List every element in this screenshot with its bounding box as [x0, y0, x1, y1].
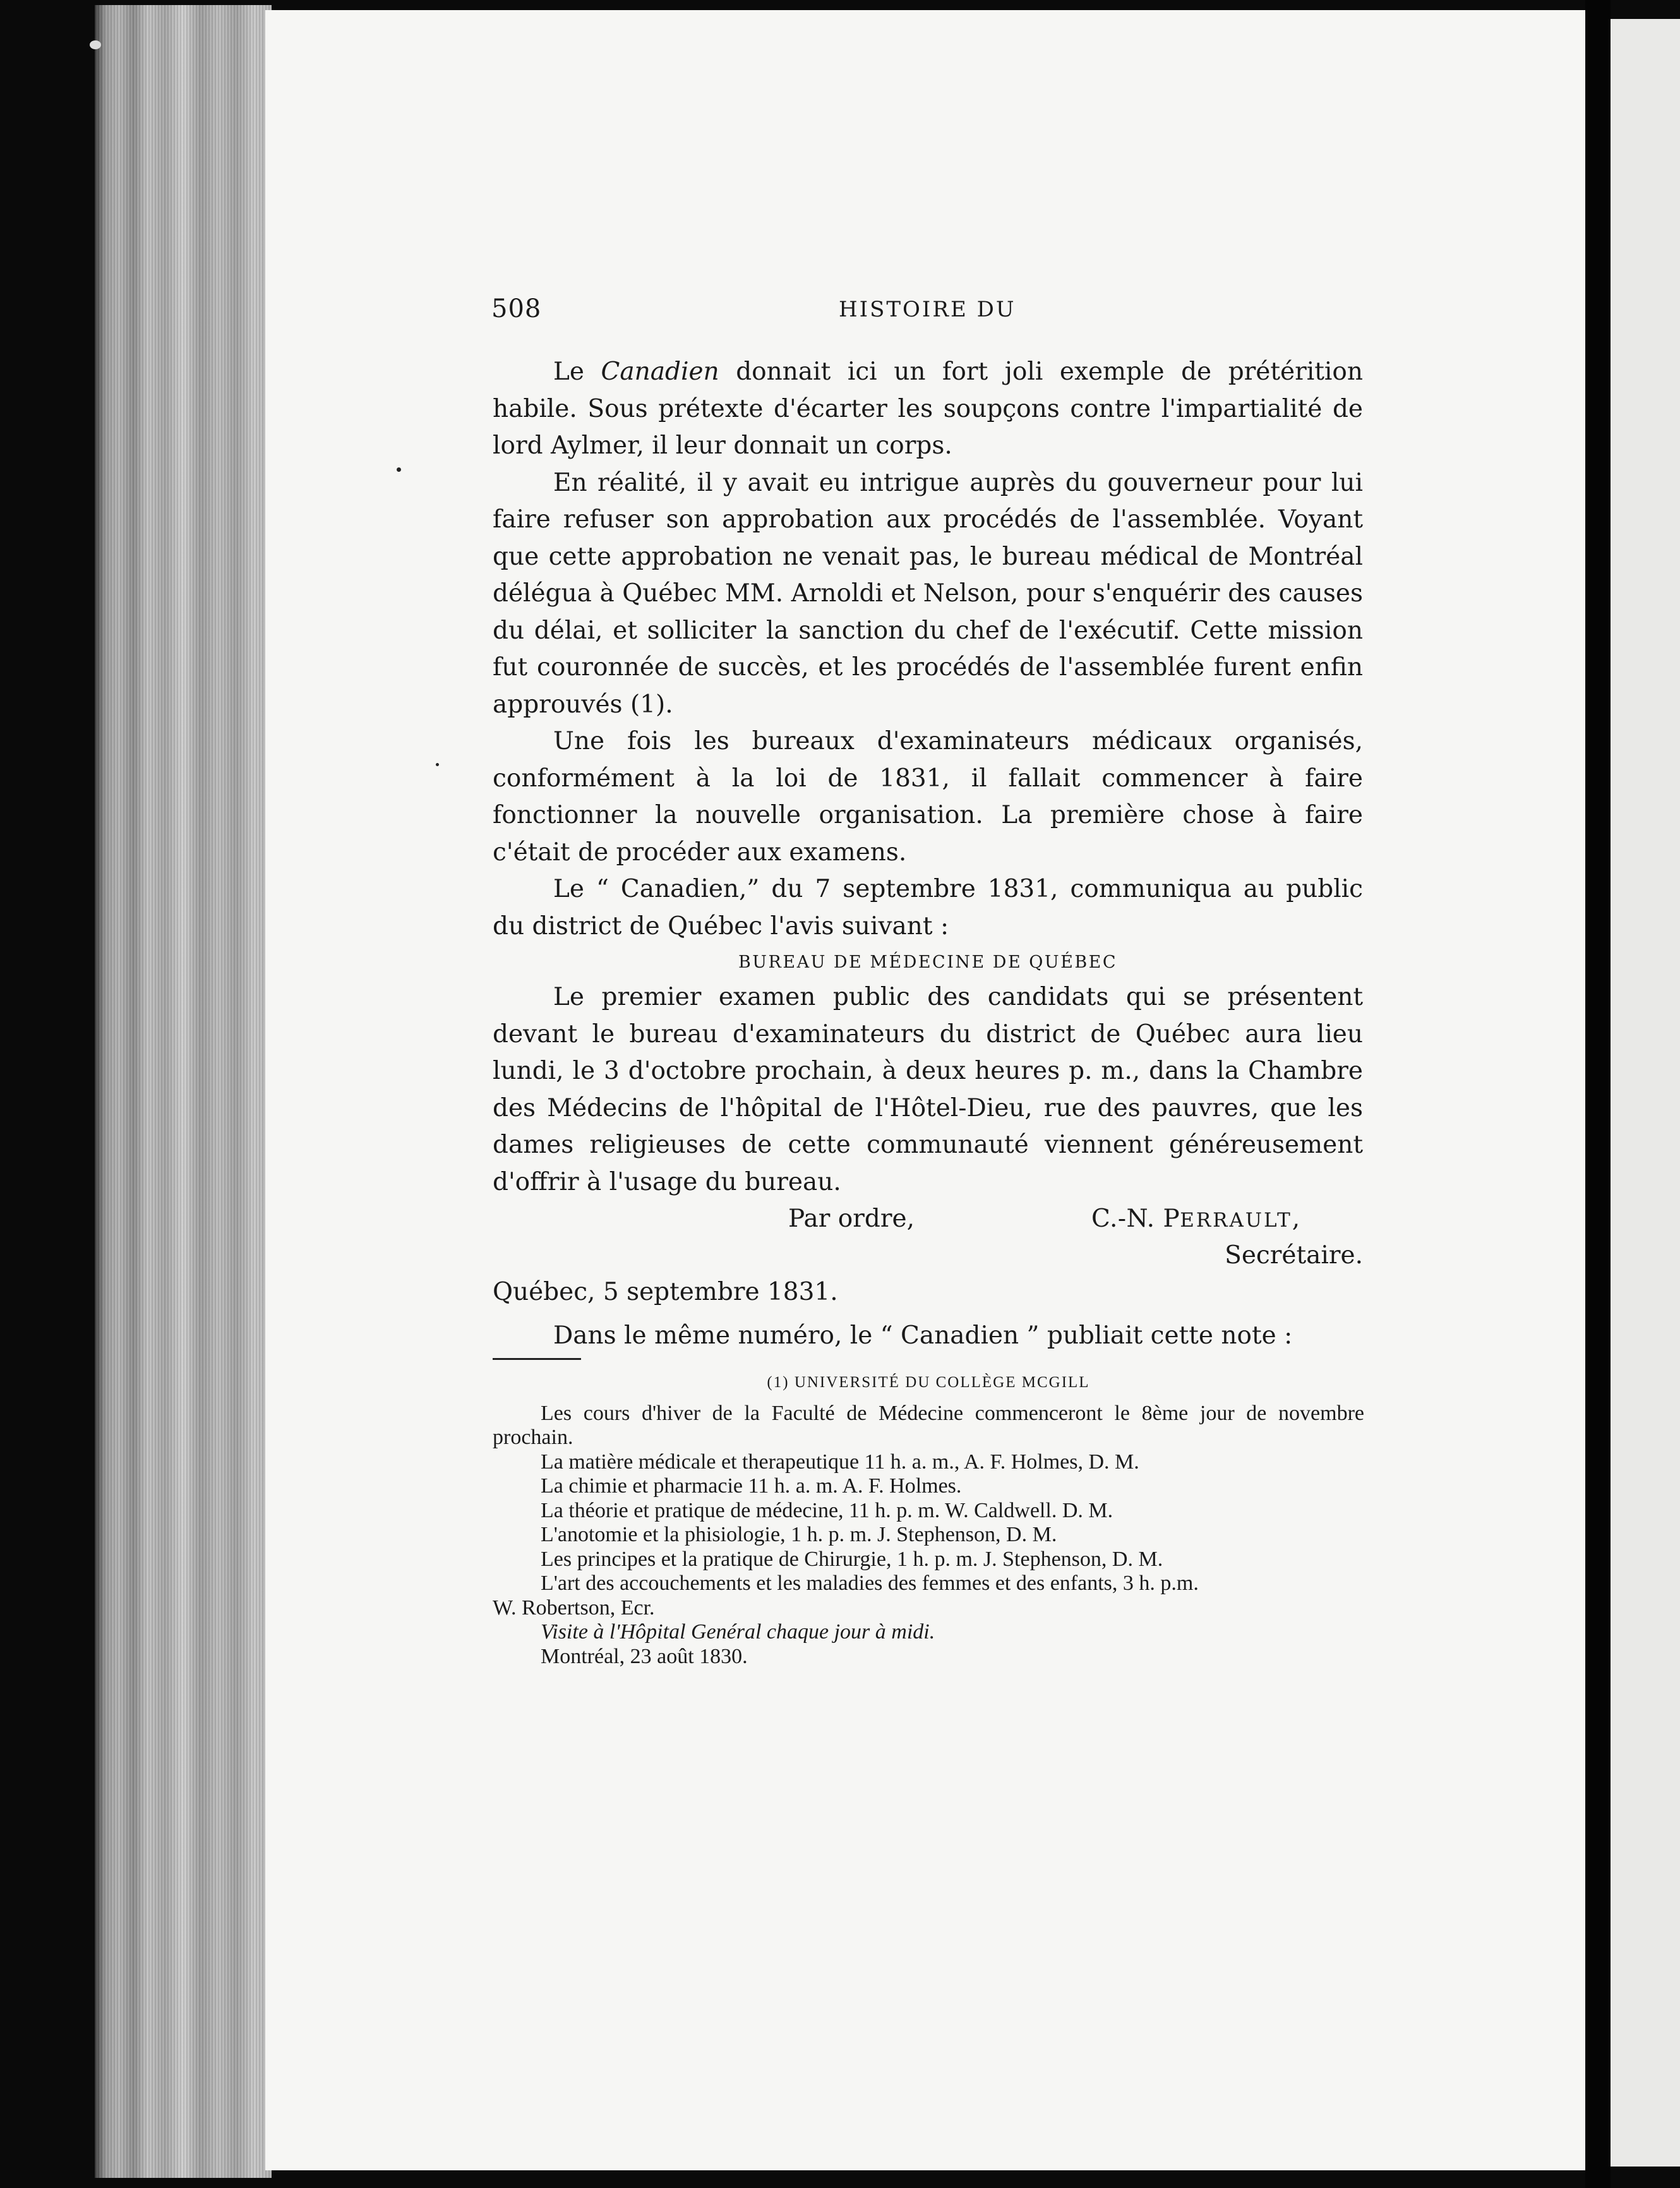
footnote-date: Montréal, 23 août 1830. [541, 1644, 748, 1668]
page-number: 508 [491, 294, 542, 323]
paragraph: Une fois les bureaux d'examinateurs médicaux organisés, conformément à la loi de 1831, il fallait commencer à faire fonctionner la nouvelle organisation. La première chose à faire c'était de procéder aux examens. [493, 727, 1363, 867]
page-header [491, 294, 1363, 332]
signer-title: Secrétaire. [1225, 1241, 1363, 1270]
footnote-line: La matière médicale et therapeutique 11 h. a. m., A. F. Holmes, D. M. [541, 1450, 1139, 1474]
par-ordre: Par ordre, [788, 1205, 915, 1233]
book-gutter [1585, 0, 1611, 2188]
paragraph-text: donnait ici un fort joli exemple de prétérition habile. Sous prétexte d'écarter les soupçons contre l'impartialité de lord Aylmer, il leur donnait un corps. [493, 358, 1363, 460]
footnote-rule [493, 1358, 581, 1360]
facing-page-edge [1611, 19, 1680, 2167]
paragraph-text: Le [553, 358, 601, 386]
paragraph: Le “ Canadien,” du 7 septembre 1831, communiqua au public du district de Québec l'avis suivant : [493, 875, 1363, 941]
footnote-line: La théorie et pratique de médecine, 11 h. p. m. W. Caldwell. D. M. [541, 1498, 1113, 1522]
paragraph: En réalité, il y avait eu intrigue auprès du gouverneur pour lui faire refuser son approbation aux procédés de l'assemblée. Voyant que cette approbation ne venait pas, le bureau médical de Montréal délégua à Québec MM. Arnoldi et Nelson, pour s'enquérir des causes du délai, et solliciter la sanction du chef de l'exécutif. Cette mission fut couronnée de succès, et les procédés de l'assemblée furent enfin approuvés (1). [493, 468, 1363, 719]
signer-surname: ERRAULT [1180, 1209, 1292, 1232]
footnote-intro: Les cours d'hiver de la Faculté de Médecine commenceront le 8ème jour de novembre prochain. [493, 1401, 1364, 1449]
signer-trail: , [1292, 1205, 1300, 1233]
signer-initials: C.-N. P [1091, 1205, 1180, 1233]
footnote-line: Les principes et la pratique de Chirurgie, 1 h. p. m. J. Stephenson, D. M. [541, 1547, 1163, 1571]
running-title: HISTOIRE DU [839, 297, 1016, 322]
signature-row [493, 1201, 1363, 1237]
ink-speck [90, 40, 101, 49]
ink-speck [397, 467, 401, 472]
signer-name [1091, 1201, 1300, 1239]
closing-paragraph: Dans le même numéro, le “ Canadien ” publiait cette note : [553, 1321, 1293, 1350]
footnote-visit: Visite à l'Hôpital Genéral chaque jour à midi. [541, 1620, 935, 1644]
ink-speck [436, 763, 439, 766]
footnote-line: La chimie et pharmacie 11 h. a. m. A. F. Holmes. [541, 1474, 962, 1498]
paragraph [493, 354, 1363, 465]
footnote [493, 1371, 1364, 1669]
body-text [493, 354, 1363, 1354]
footnote-continuation: W. Robertson, Ecr. [493, 1596, 655, 1620]
book-page-edges [95, 5, 272, 2178]
newspaper-name: Canadien [601, 358, 719, 386]
footnote-line: L'anotomie et la phisiologie, 1 h. p. m. J. Stephenson, D. M. [541, 1523, 1057, 1546]
date-line: Québec, 5 septembre 1831. [493, 1278, 838, 1306]
footnote-line: L'art des accouchements et les maladies des femmes et des enfants, 3 h. p.m. [541, 1572, 1199, 1595]
notice-title: BUREAU DE MÉDECINE DE QUÉBEC [738, 953, 1118, 972]
footnote-heading: (1) UNIVERSITÉ DU COLLÈGE MCGILL [767, 1374, 1090, 1391]
notice-text: Le premier examen public des candidats qui se présentent devant le bureau d'examinateurs du district de Québec aura lieu lundi, le 3 d'octobre prochain, à deux heures p. m., dans la Chambre des Médecins de l'hôpital de l'Hôtel-Dieu, rue des pauvres, que les dames religieuses de cette communauté viennent généreusement d'offrir à l'usage du bureau. [493, 983, 1363, 1196]
